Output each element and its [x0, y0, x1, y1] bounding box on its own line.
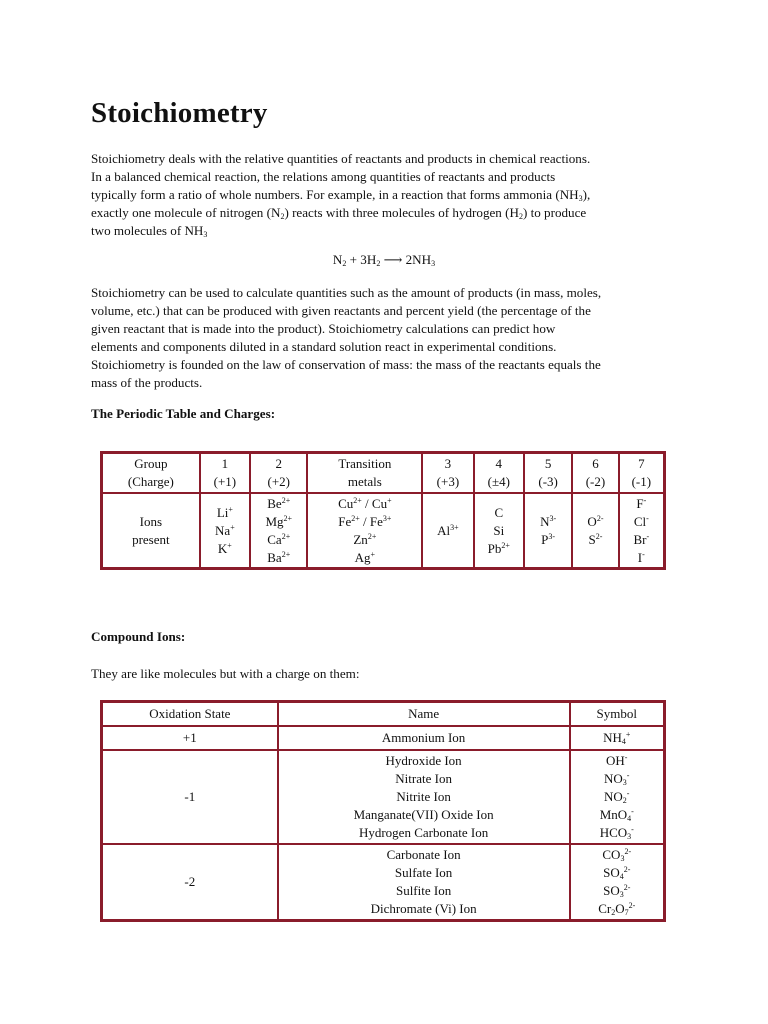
compound-ions-table: [100, 700, 666, 922]
paragraph-two: Stoichiometry can be used to calculate quantities such as the amount of products (in mass, moles, volume, etc.) that can be produced with given reactants and percent yield (the percentage of the given reactant that is made into the product). Stoichiometry calculations can predict how elements and components diluted in a standard solution react in experimental conditions. Stoichiometry is founded on the law of conservation of mass: the mass of the reactants equals the mass of the products.: [91, 285, 602, 390]
header-group-3: 3 (+3): [422, 453, 473, 493]
compound-intro: They are like molecules but with a charge on them:: [91, 666, 360, 681]
name-cell: Hydroxide Ion Nitrate Ion Nitrite Ion Manganate(VII) Oxide Ion Hydrogen Carbonate Ion: [278, 750, 570, 844]
header-group-2: 2 (+2): [250, 453, 307, 493]
oxidation-state-cell: +1: [102, 726, 278, 750]
ions-group-4: C Si $Pb^{2+}$: [474, 493, 524, 568]
header-group-7: 7 (-1): [619, 453, 664, 493]
intro-paragraph: Stoichiometry deals with the relative quantities of reactants and products in chemical reactions. In a balanced chemical reaction, the relations among quantities of reactants and products typically form a ratio of whole numbers. For example, in a reaction that forms ammonia $(NH_3)$, exactly one molecule of nitrogen $(N_2)$ reacts with three molecules of hydrogen $(H_2)$ to produce two molecules of $NH_3$: [91, 151, 591, 239]
ions-transition: $Cu^{2+} / Cu^+$ $Fe^{2+} / Fe^{3+}$ $Zn^{2+}$ Ag+: [307, 493, 422, 568]
ions-group-6: $O^{2-}$ $S^{2-}$: [572, 493, 618, 568]
header-group-6: 6 (-2): [572, 453, 618, 493]
header-name: Name: [278, 702, 570, 726]
table-row: [102, 726, 664, 750]
oxidation-state-cell: -1: [102, 750, 278, 844]
ions-group-7: F- Cl- Br- I-: [619, 493, 664, 568]
ions-group-1: Li+ Na+ K+: [200, 493, 250, 568]
name-cell: Carbonate Ion Sulfate Ion Sulfite Ion Dichromate (Vi) Ion: [278, 844, 570, 920]
table-row: [102, 844, 664, 920]
symbol-cell: $CO_3^{2-}$ $SO_4^{2-}$ $SO_3^{2-}$ $Cr_2O_7^{2-}$: [570, 844, 665, 920]
ions-group-5: $N^{3-}$ $P^{3-}$: [524, 493, 572, 568]
periodic-ions-row: [102, 493, 664, 568]
page-title: Stoichiometry: [91, 97, 268, 129]
name-cell: Ammonium Ion: [278, 726, 570, 750]
periodic-table: [100, 451, 666, 570]
periodic-heading: The Periodic Table and Charges:: [91, 406, 276, 421]
header-group-5: 5 (-3): [524, 453, 572, 493]
ions-group-2: $Be^{2+}$ $Mg^{2+}$ $Ca^{2+}$ $Ba^{2+}$: [250, 493, 307, 568]
header-transition: Transition metals: [307, 453, 422, 493]
ions-label: Ions present: [102, 493, 200, 568]
compound-heading: Compound Ions:: [91, 629, 186, 644]
compound-header-row: [102, 702, 664, 726]
header-group-1: 1 (+1): [200, 453, 250, 493]
table-row: [102, 750, 664, 844]
document-page: [91, 96, 677, 423]
ions-group-3: $Al^{3+}$: [422, 493, 473, 568]
header-oxidation-state: Oxidation State: [102, 702, 278, 726]
oxidation-state-cell: -2: [102, 844, 278, 920]
reaction-equation: $N_2 + 3H_2$ ⟶ $2NH_3$: [332, 252, 436, 268]
symbol-cell: $NH_4^+$: [570, 726, 665, 750]
header-group-4: 4 (±4): [474, 453, 524, 493]
symbol-cell: OH- $NO_3^-$ $NO_2^-$ MnO$_4$- $HCO_3^-$: [570, 750, 665, 844]
header-symbol: Symbol: [570, 702, 665, 726]
header-group: Group (Charge): [102, 453, 200, 493]
periodic-header-row: [102, 453, 664, 493]
